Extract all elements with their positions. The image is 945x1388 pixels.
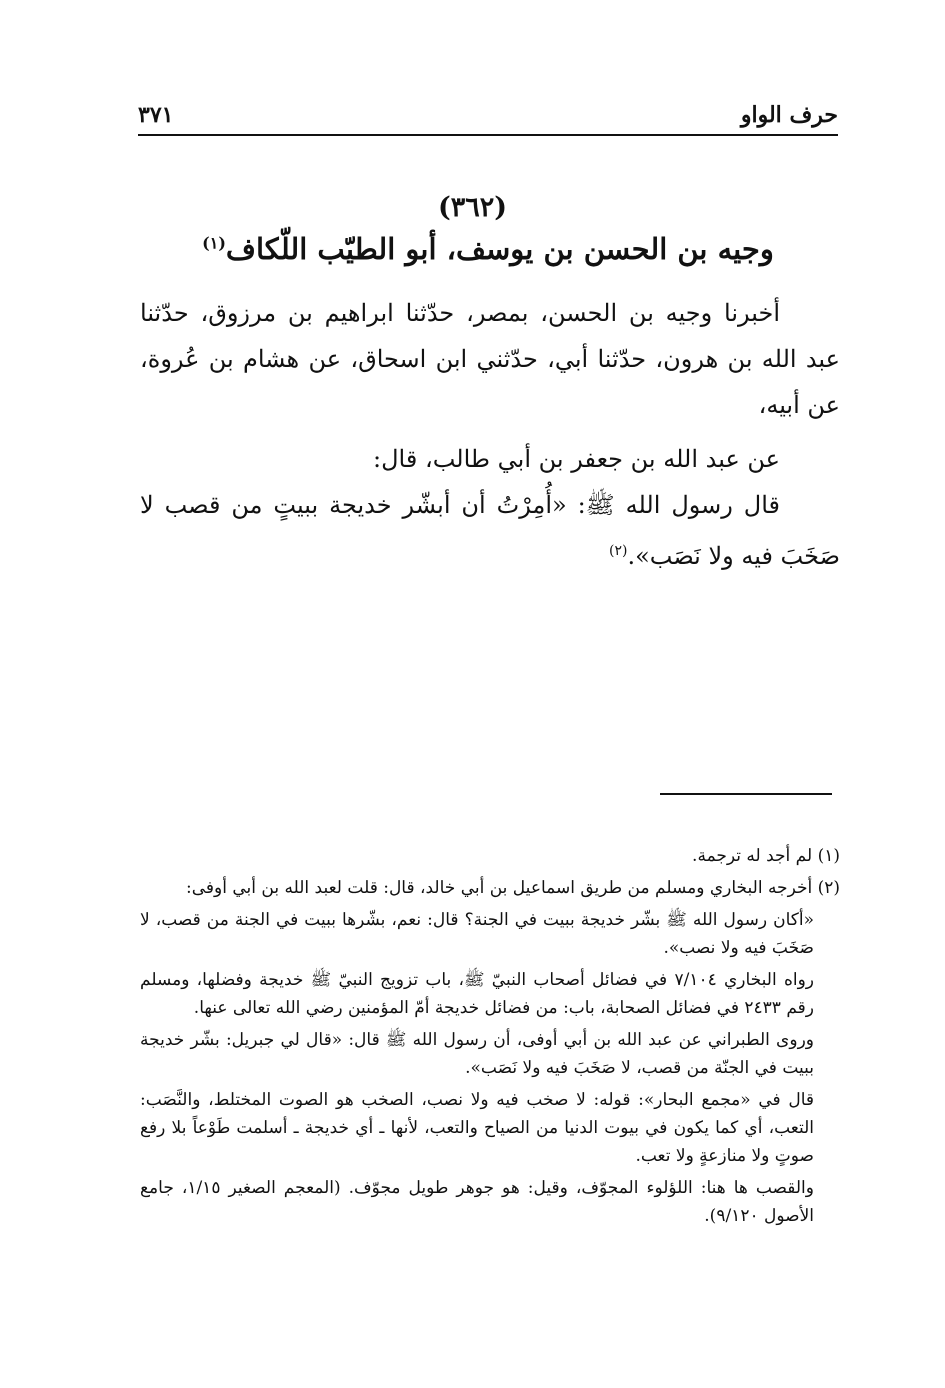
footnote-2-source: رواه البخاري ٧/١٠٤ في فضائل أصحاب النبيّ ﷺ، باب تزويج النبيّ ﷺ خديجة وفضلها، ومسلم رقم ٢٤٣٣ في فضائل الصحابة، باب: من فضائل خديجة أمّ المؤمنين رضي الله تعالى عنها.: [140, 970, 814, 1018]
footnote-2-lexicon: قال في «مجمع البحار»: قوله: لا صخب فيه ولا نصب، الصخب هو الصوت المختلط، والنَّصَب: التعب، أي كما يكون في بيوت الدنيا من الصياح والتعب، لأنها ـ أي خديجة ـ أسلمت طَوْعاً بلا رفع صوتٍ ولا منازعةٍ ولا تعب.: [140, 1090, 814, 1166]
isnad-paragraph: [140, 290, 840, 428]
footnotes: [140, 842, 840, 1234]
footnote-separator: [660, 793, 832, 795]
matn-paragraph: [140, 436, 840, 579]
footnote-2-quote: «أكان رسول الله ﷺ بشّر خديجة ببيت في الجنة؟ قال: نعم، بشّرها ببيت في الجنة من قصب، لا صَخَبَ فيه ولا نصب».: [140, 910, 814, 958]
footnote-2: (٢) أخرجه البخاري ومسلم من طريق اسماعيل بن أبي خالد، قال: قلت لعبد الله بن أبي أوفى:: [186, 878, 840, 898]
hadith-text: قال رسول الله ﷺ: «أُمِرْتُ أن أبشّر خديجة ببيتٍ من قصب لا صَخَبَ فيه ولا نَصَب».: [140, 491, 840, 570]
page-number: ٣٧١: [138, 102, 174, 128]
header-rule: [138, 134, 838, 136]
section-title: حرف الواو: [740, 102, 838, 128]
matn-hadith: [140, 482, 840, 579]
footnote-ref: (٢): [608, 543, 628, 559]
narrator-name: وجيه بن الحسن بن يوسف، أبو الطيّب اللّكاف: [225, 232, 774, 266]
matn-intro: عن عبد الله بن جعفر بن أبي طالب، قال:: [373, 445, 780, 473]
entry-heading: [138, 232, 838, 266]
footnote-2-tabarani: وروى الطبراني عن عبد الله بن أبي أوفى، أن رسول الله ﷺ قال: «قال لي جبريل: بشّر خديجة ببيت في الجنّة من قصب، لا صَخَبَ فيه ولا نَصَب».: [140, 1030, 814, 1078]
isnad-text: أخبرنا وجيه بن الحسن، بمصر، حدّثنا ابراهيم بن مرزوق، حدّثنا عبد الله بن هرون، حدّثنا أبي، حدّثني ابن اسحاق، عن هشام بن عُروة، عن أبيه،: [140, 299, 840, 419]
footnote-1: (١) لم أجد له ترجمة.: [692, 846, 840, 866]
footnote-ref: (١): [202, 233, 226, 253]
footnote-2-qasab: والقصب ها هنا: اللؤلوء المجوّف، وقيل: هو جوهر طويل مجوّف. (المعجم الصغير ١/١٥، جامع الأصول ٩/١٢٠).: [140, 1178, 814, 1226]
entry-number: (٣٦٢): [437, 192, 508, 223]
running-header: [138, 100, 838, 134]
